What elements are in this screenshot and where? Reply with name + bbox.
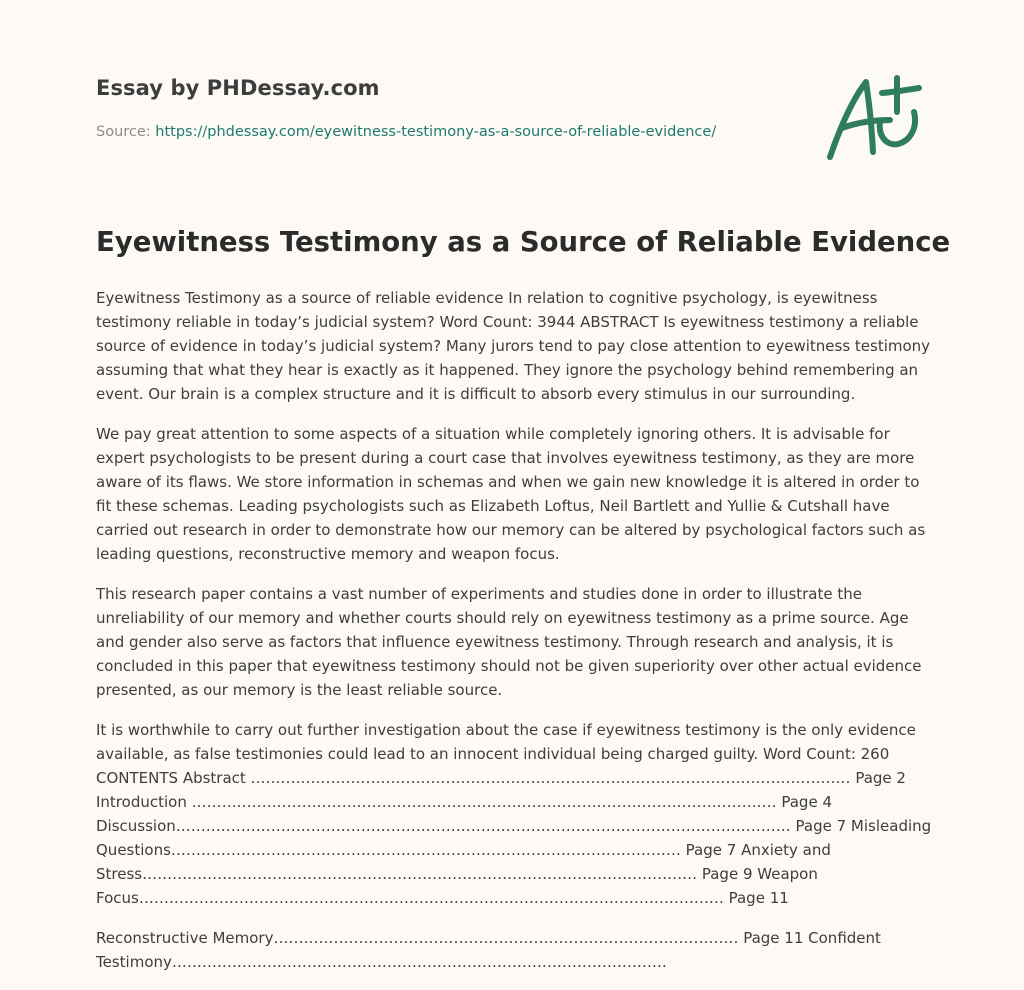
essay-paragraph: We pay great attention to some aspects of a situation while completely ignoring others. It is advisable for expert psychologists to be present during a court case that involves eyewitness testimony, as they are more aware of its flaws. We store information in schemas and when we gain new knowledge it is altered in order to fit these schemas. Leading psychologists such as Elizabeth Loftus, Neil Bartlett and Yullie & Cutshall have carried out research in order to demonstrate how our memory can be altered by psychological factors such as leading questions, reconstructive memory and weapon focus.	[96, 425, 926, 563]
essay-paragraph: Reconstructive Memory………………………………………………………………………………… Page 11 Confident Testimony………………………………………………………………………………………	[96, 929, 881, 971]
essay-paragraph: It is worthwhile to carry out further investigation about the case if eyewitness testimony is the only evidence available, as false testimonies could lead to an innocent individual being charged guilty. Word Count: 260 CONTENTS Abstract ………………………………………………………………………………………………………… Page 2 Introduction ……………………………………………………………………………………………………… Page 4 Discussion…………………………………………………………………………………………………………… Page 7 Misleading Questions………………………………………………………………………………………… Page 7 Anxiety and Stress………………………………………………………………………………………………… Page 9 Weapon Focus……………………………………………………………………………………………………… Page 11	[96, 721, 932, 907]
essay-paragraph: Eyewitness Testimony as a source of reliable evidence In relation to cognitive psychology, is eyewitness testimony reliable in today’s judicial system? Word Count: 3944 ABSTRACT Is eyewitness testimony a reliable source of evidence in today’s judicial system? Many jurors tend to pay close attention to eyewitness testimony assuming that what they hear is exactly as it happened. They ignore the psychology behind remembering an event. Our brain is a complex structure and it is difficult to absorb every stimulus in our surrounding.	[96, 289, 931, 403]
source-label: Source:	[96, 124, 151, 140]
essay-title: Eyewitness Testimony as a Source of Reliable Evidence	[96, 226, 951, 258]
essay-paragraph: This research paper contains a vast number of experiments and studies done in order to illustrate the unreliability of our memory and whether courts should rely on eyewitness testimony as a prime source. Age and gender also serve as factors that influence eyewitness testimony. Through research and analysis, it is concluded in this paper that eyewitness testimony should not be given superiority over other actual evidence presented, as our memory is the least reliable source.	[96, 585, 922, 699]
source-link[interactable]: https://phdessay.com/eyewitness-testimony-as-a-source-of-reliable-evidence/	[155, 124, 717, 140]
a-plus-grade-icon	[818, 66, 930, 166]
source-line	[96, 124, 716, 140]
essay-body	[96, 286, 936, 990]
site-brand: Essay by PHDessay.com	[96, 76, 380, 100]
